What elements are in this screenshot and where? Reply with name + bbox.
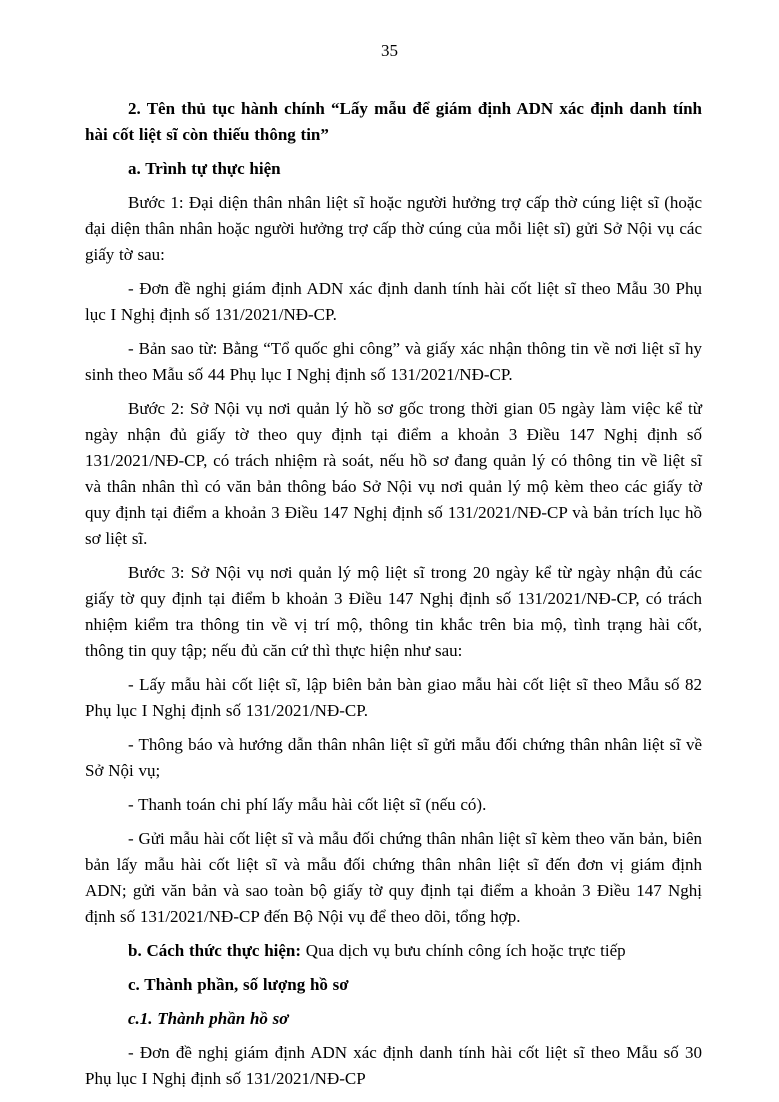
paragraph-buoc-2: Bước 2: Sở Nội vụ nơi quản lý hồ sơ gốc trong thời gian 05 ngày làm việc kể từ ngày nhận đủ giấy tờ theo quy định tại điểm a khoản 3 Điều 147 Nghị định số 131/2021/NĐ-CP, có trách nhiệm rà soát, nếu hồ sơ đang quản lý có thông tin về liệt sĩ và thân nhân thì có văn bản thông báo Sở Nội vụ nơi quản lý mộ kèm theo các giấy tờ quy định tại điểm a khoản 3 Điều 147 Nghị định số 131/2021/NĐ-CP và bản trích lục hồ sơ liệt sĩ.	[85, 399, 702, 548]
heading-b-label: b. Cách thức thực hiện:	[128, 941, 302, 960]
bullet-don-de-nghi: - Đơn đề nghị giám định ADN xác định danh tính hài cốt liệt sĩ theo Mẫu 30 Phụ lục I Nghị định số 131/2021/NĐ-CP.	[85, 279, 702, 324]
bullet-thong-bao: - Thông báo và hướng dẫn thân nhân liệt sĩ gửi mẫu đối chứng thân nhân liệt sĩ về Sở Nội vụ;	[85, 735, 702, 780]
page-number: 35	[381, 41, 398, 60]
heading-c-thanh-phan: c. Thành phần, số lượng hồ sơ	[128, 975, 349, 994]
paragraph-buoc-1: Bước 1: Đại diện thân nhân liệt sĩ hoặc người hưởng trợ cấp thờ cúng liệt sĩ (hoặc đại diện thân nhân hoặc người hưởng trợ cấp thờ cúng của mỗi liệt sĩ) gửi Sở Nội vụ các giấy tờ sau:	[85, 193, 702, 264]
section-title: 2. Tên thủ tục hành chính “Lấy mẫu để giám định ADN xác định danh tính hài cốt liệt sĩ còn thiếu thông tin”	[85, 99, 702, 144]
heading-b-value: Qua dịch vụ bưu chính công ích hoặc trực tiếp	[301, 941, 626, 960]
bullet-ban-sao-tu: - Bản sao từ: Bằng “Tổ quốc ghi công” và giấy xác nhận thông tin về nơi liệt sĩ hy sinh theo Mẫu số 44 Phụ lục I Nghị định số 131/2021/NĐ-CP.	[85, 339, 702, 384]
document-content	[85, 96, 702, 1092]
bullet-lay-mau: - Lấy mẫu hài cốt liệt sĩ, lập biên bản bàn giao mẫu hài cốt liệt sĩ theo Mẫu số 82 Phụ lục I Nghị định số 131/2021/NĐ-CP.	[85, 675, 702, 720]
paragraph-buoc-3: Bước 3: Sở Nội vụ nơi quản lý mộ liệt sĩ trong 20 ngày kể từ ngày nhận đủ các giấy tờ quy định tại điểm b khoản 3 Điều 147 Nghị định số 131/2021/NĐ-CP, có trách nhiệm kiểm tra thông tin về vị trí mộ, thông tin khắc trên bia mộ, tình trạng hài cốt, thông tin quy tập; nếu đủ căn cứ thì thực hiện như sau:	[85, 563, 702, 660]
bullet-don-de-nghi-2: - Đơn đề nghị giám định ADN xác định danh tính hài cốt liệt sĩ theo Mẫu số 30 Phụ lục I Nghị định số 131/2021/NĐ-CP	[85, 1043, 702, 1088]
bullet-gui-mau: - Gửi mẫu hài cốt liệt sĩ và mẫu đối chứng thân nhân liệt sĩ kèm theo văn bản, biên bản lấy mẫu hài cốt liệt sĩ và mẫu đối chứng thân nhân liệt sĩ đến đơn vị giám định ADN; gửi văn bản và sao toàn bộ giấy tờ quy định tại điểm a khoản 3 Điều 147 Nghị định số 131/2021/NĐ-CP đến Bộ Nội vụ để theo dõi, tổng hợp.	[85, 829, 702, 926]
heading-a-trinh-tu: a. Trình tự thực hiện	[128, 159, 281, 178]
heading-c1-thanh-phan-ho-so: c.1. Thành phần hồ sơ	[128, 1009, 289, 1028]
bullet-thanh-toan: - Thanh toán chi phí lấy mẫu hài cốt liệt sĩ (nếu có).	[128, 795, 487, 814]
heading-b-cach-thuc	[85, 938, 702, 964]
